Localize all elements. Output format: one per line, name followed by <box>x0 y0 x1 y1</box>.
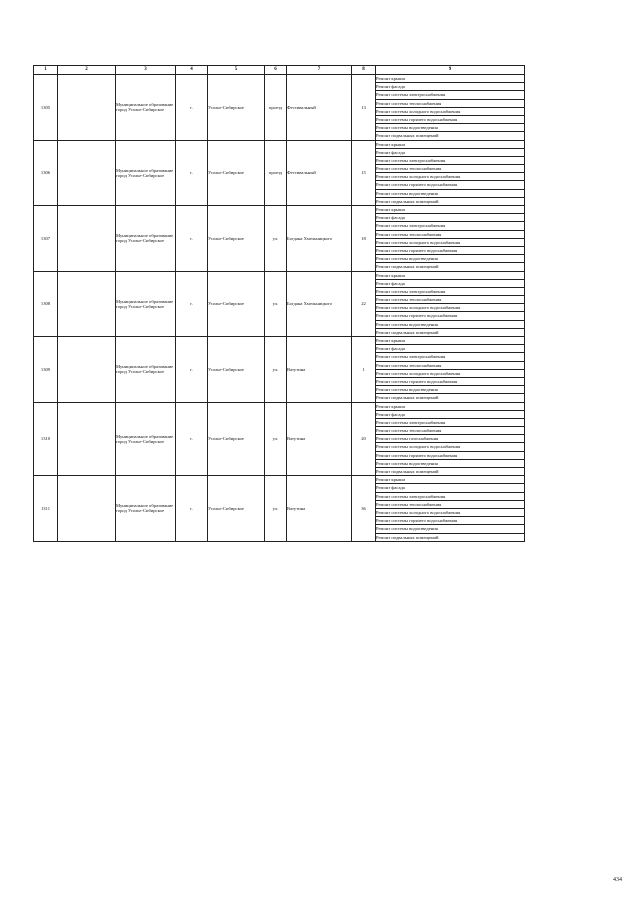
record-street: Богдана Хмельницкого <box>287 206 352 272</box>
work-item: Ремонт системы теплоснабжения <box>376 500 525 508</box>
work-item: Ремонт фасада <box>376 345 525 353</box>
record-locality-type: г. <box>176 140 208 206</box>
work-item: Ремонт системы электроснабжения <box>376 492 525 500</box>
record-number: 1305 <box>34 75 58 141</box>
record-municipality: Муниципальное образование город Усолье-Сибирское <box>116 337 176 403</box>
record-street: Ватутина <box>287 402 352 476</box>
work-item: Ремонт системы водоотведения <box>376 320 525 328</box>
work-item: Ремонт системы холодного водоснабжения <box>376 508 525 516</box>
work-item: Ремонт системы теплоснабжения <box>376 99 525 107</box>
record-locality-type: г. <box>176 75 208 141</box>
record-street: Ватутина <box>287 476 352 542</box>
work-item: Ремонт системы теплоснабжения <box>376 296 525 304</box>
work-item: Ремонт системы горячего водоснабжения <box>376 377 525 385</box>
work-item: Ремонт системы теплоснабжения <box>376 230 525 238</box>
record-locality-type: г. <box>176 337 208 403</box>
header-col-3: 3 <box>116 66 176 75</box>
work-item: Ремонт системы теплоснабжения <box>376 361 525 369</box>
work-item: Ремонт фасада <box>376 214 525 222</box>
record-col2 <box>58 140 116 206</box>
work-item: Ремонт системы газоснабжения <box>376 435 525 443</box>
header-col-4: 4 <box>176 66 208 75</box>
record-number: 1309 <box>34 337 58 403</box>
work-item: Ремонт системы холодного водоснабжения <box>376 369 525 377</box>
record-municipality: Муниципальное образование город Усолье-Сибирское <box>116 271 176 337</box>
record-municipality: Муниципальное образование город Усолье-Сибирское <box>116 75 176 141</box>
work-item: Ремонт системы водоотведения <box>376 255 525 263</box>
work-item: Ремонт крыши <box>376 140 525 148</box>
record-locality: Усолье-Сибирское <box>208 337 265 403</box>
record-locality: Усолье-Сибирское <box>208 402 265 476</box>
record-street: Богдана Хмельницкого <box>287 271 352 337</box>
work-item: Ремонт системы горячего водоснабжения <box>376 181 525 189</box>
work-item: Ремонт системы электроснабжения <box>376 353 525 361</box>
work-item: Ремонт системы электроснабжения <box>376 418 525 426</box>
work-item: Ремонт крыши <box>376 337 525 345</box>
work-item: Ремонт системы теплоснабжения <box>376 165 525 173</box>
work-item: Ремонт крыши <box>376 75 525 83</box>
record-street-type: ул. <box>265 402 287 476</box>
record-col2 <box>58 75 116 141</box>
work-item: Ремонт крыши <box>376 271 525 279</box>
work-item: Ремонт системы холодного водоснабжения <box>376 304 525 312</box>
record-street-type: ул. <box>265 206 287 272</box>
table-row <box>34 75 525 83</box>
header-col-8: 8 <box>352 66 376 75</box>
table-row <box>34 206 525 214</box>
record-street: Фестивальный <box>287 75 352 141</box>
work-item: Ремонт фасада <box>376 484 525 492</box>
work-item: Ремонт системы холодного водоснабжения <box>376 107 525 115</box>
table-row <box>34 140 525 148</box>
work-item: Ремонт системы горячего водоснабжения <box>376 312 525 320</box>
record-col2 <box>58 206 116 272</box>
work-item: Ремонт крыши <box>376 206 525 214</box>
header-col-5: 5 <box>208 66 265 75</box>
work-item: Ремонт системы электроснабжения <box>376 287 525 295</box>
header-col-2: 2 <box>58 66 116 75</box>
table-row <box>34 337 525 345</box>
work-item: Ремонт системы водоотведения <box>376 386 525 394</box>
record-house: 36 <box>352 476 376 542</box>
work-item: Ремонт фасада <box>376 279 525 287</box>
work-item: Ремонт системы электроснабжения <box>376 91 525 99</box>
work-item: Ремонт фасада <box>376 410 525 418</box>
record-municipality: Муниципальное образование город Усолье-Сибирское <box>116 140 176 206</box>
header-col-6: 6 <box>265 66 287 75</box>
work-item: Ремонт подвальных помещений <box>376 263 525 271</box>
work-item: Ремонт крыши <box>376 402 525 410</box>
work-item: Ремонт подвальных помещений <box>376 197 525 205</box>
record-house: 22 <box>352 271 376 337</box>
record-locality-type: г. <box>176 271 208 337</box>
record-number: 1311 <box>34 476 58 542</box>
record-house: 13 <box>352 75 376 141</box>
work-item: Ремонт системы водоотведения <box>376 459 525 467</box>
header-row <box>34 66 525 75</box>
header-col-1: 1 <box>34 66 58 75</box>
table-row <box>34 271 525 279</box>
record-municipality: Муниципальное образование город Усолье-Сибирское <box>116 402 176 476</box>
work-item: Ремонт системы горячего водоснабжения <box>376 115 525 123</box>
record-street-type: проезд <box>265 75 287 141</box>
record-locality-type: г. <box>176 402 208 476</box>
table-row <box>34 402 525 410</box>
record-municipality: Муниципальное образование город Усолье-Сибирское <box>116 476 176 542</box>
record-street: Ватутина <box>287 337 352 403</box>
record-col2 <box>58 402 116 476</box>
header-col-7: 7 <box>287 66 352 75</box>
record-street-type: ул. <box>265 476 287 542</box>
record-municipality: Муниципальное образование город Усолье-Сибирское <box>116 206 176 272</box>
work-item: Ремонт системы водоотведения <box>376 124 525 132</box>
record-number: 1308 <box>34 271 58 337</box>
work-item: Ремонт системы теплоснабжения <box>376 427 525 435</box>
record-house: 20 <box>352 402 376 476</box>
record-locality-type: г. <box>176 206 208 272</box>
work-item: Ремонт системы электроснабжения <box>376 222 525 230</box>
work-item: Ремонт системы горячего водоснабжения <box>376 517 525 525</box>
record-locality: Усолье-Сибирское <box>208 271 265 337</box>
work-item: Ремонт системы водоотведения <box>376 189 525 197</box>
work-item: Ремонт системы холодного водоснабжения <box>376 238 525 246</box>
work-item: Ремонт крыши <box>376 476 525 484</box>
record-house: 18 <box>352 206 376 272</box>
work-item: Ремонт системы холодного водоснабжения <box>376 443 525 451</box>
record-col2 <box>58 271 116 337</box>
record-number: 1307 <box>34 206 58 272</box>
table-row <box>34 476 525 484</box>
record-street-type: ул. <box>265 337 287 403</box>
record-house: 15 <box>352 140 376 206</box>
work-item: Ремонт подвальных помещений <box>376 132 525 140</box>
record-locality-type: г. <box>176 476 208 542</box>
work-item: Ремонт подвальных помещений <box>376 328 525 336</box>
page-number: 434 <box>613 877 622 883</box>
work-item: Ремонт системы холодного водоснабжения <box>376 173 525 181</box>
record-locality: Усолье-Сибирское <box>208 206 265 272</box>
record-number: 1306 <box>34 140 58 206</box>
record-locality: Усолье-Сибирское <box>208 75 265 141</box>
register-table <box>33 65 525 542</box>
register-body <box>34 75 525 542</box>
header-col-9: 9 <box>376 66 525 75</box>
record-col2 <box>58 476 116 542</box>
work-item: Ремонт подвальных помещений <box>376 468 525 476</box>
work-item: Ремонт системы горячего водоснабжения <box>376 246 525 254</box>
work-item: Ремонт системы электроснабжения <box>376 156 525 164</box>
work-item: Ремонт фасада <box>376 83 525 91</box>
record-locality: Усолье-Сибирское <box>208 140 265 206</box>
record-street-type: ул. <box>265 271 287 337</box>
record-street: Фестивальный <box>287 140 352 206</box>
record-house: 1 <box>352 337 376 403</box>
work-item: Ремонт подвальных помещений <box>376 533 525 541</box>
record-locality: Усолье-Сибирское <box>208 476 265 542</box>
work-item: Ремонт подвальных помещений <box>376 394 525 402</box>
record-col2 <box>58 337 116 403</box>
work-item: Ремонт системы горячего водоснабжения <box>376 451 525 459</box>
record-number: 1310 <box>34 402 58 476</box>
work-item: Ремонт системы водоотведения <box>376 525 525 533</box>
work-item: Ремонт фасада <box>376 148 525 156</box>
record-street-type: проезд <box>265 140 287 206</box>
